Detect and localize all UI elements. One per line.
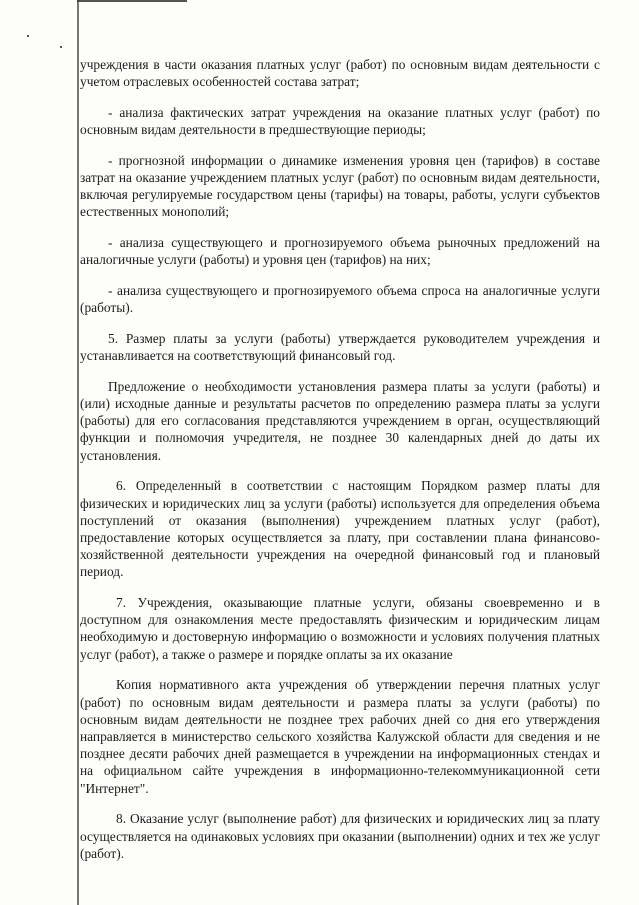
paragraph-item-6: 6. Определенный в соответствии с настоящим Порядком размер платы для физических и юридических лиц за услуги (работы) используется для определения объема поступлений от оказания (выполнения) учреждением платных услуг (работ), предоставление которых осуществляется за плату, при составлении плана финансово-хозяйственной деятельности учреждения на очередной финансовый год и плановый период.	[80, 478, 600, 580]
paragraph-bullet-market-supply: - анализа существующего и прогнозируемого объема рыночных предложений на аналогичные услуги (работы) и уровня цен (тарифов) на них;	[80, 235, 600, 268]
scan-speck	[27, 35, 29, 37]
paragraph-copy-of-act: Копия нормативного акта учреждения об утверждении перечня платных услуг (работ) по основным видам деятельности и размера платы за услуги (работы) по основным видам деятельности не позднее трех рабочих дней со дня его утверждения направляется в министерство сельского хозяйства Калужской области для сведения и не позднее десяти рабочих дней размещается в учреждении на информационных стендах и на официальном сайте учреждения в информационно-телекоммуникационной сети "Интернет".	[80, 677, 600, 796]
document-body	[80, 56, 600, 875]
scan-border-top	[77, 0, 187, 2]
scan-speck	[60, 46, 62, 48]
paragraph-continuation: учреждения в части оказания платных услуг (работ) по основным видам деятельности с учетом отраслевых особенностей состава затрат;	[80, 57, 600, 90]
paragraph-item-8: 8. Оказание услуг (выполнение работ) для физических и юридических лиц за плату осуществляется на одинаковых условиях при оказании (выполнении) одних и тех же услуг (работ).	[80, 811, 600, 861]
paragraph-item-7: 7. Учреждения, оказывающие платные услуги, обязаны своевременно и в доступном для ознакомления месте предоставлять физическим и юридическим лицам необходимую и достоверную информацию о возможности и условиях получения платных услуг (работ), а также о размере и порядке оплаты за их оказание	[80, 595, 600, 662]
paragraph-bullet-cost-analysis: - анализа фактических затрат учреждения на оказание платных услуг (работ) по основным видам деятельности в предшествующие периоды;	[80, 104, 600, 138]
paragraph-item-5: 5. Размер платы за услуги (работы) утверждается руководителем учреждения и устанавливается на соответствующий финансовый год.	[80, 330, 600, 364]
paragraph-bullet-price-forecast: - прогнозной информации о динамике изменения уровня цен (тарифов) в составе затрат на оказание учреждением платных услуг (работ) по основным видам деятельности, включая регулируемые государством цены (тарифы) на товары, работы, услуги субъектов естественных монополий;	[80, 152, 600, 220]
paragraph-bullet-market-demand: - анализа существующего и прогнозируемого объема спроса на аналогичные услуги (работы).	[80, 283, 600, 316]
scan-border-left	[77, 0, 79, 905]
paragraph-proposal: Предложение о необходимости установления размера платы за услуги (работы) и (или) исходные данные и результаты расчетов по определению размера платы за услуги (работы) для его согласования представляются учреждением в орган, осуществляющий функции и полномочия учредителя, не позднее 30 календарных дней до даты их установления.	[80, 378, 600, 463]
